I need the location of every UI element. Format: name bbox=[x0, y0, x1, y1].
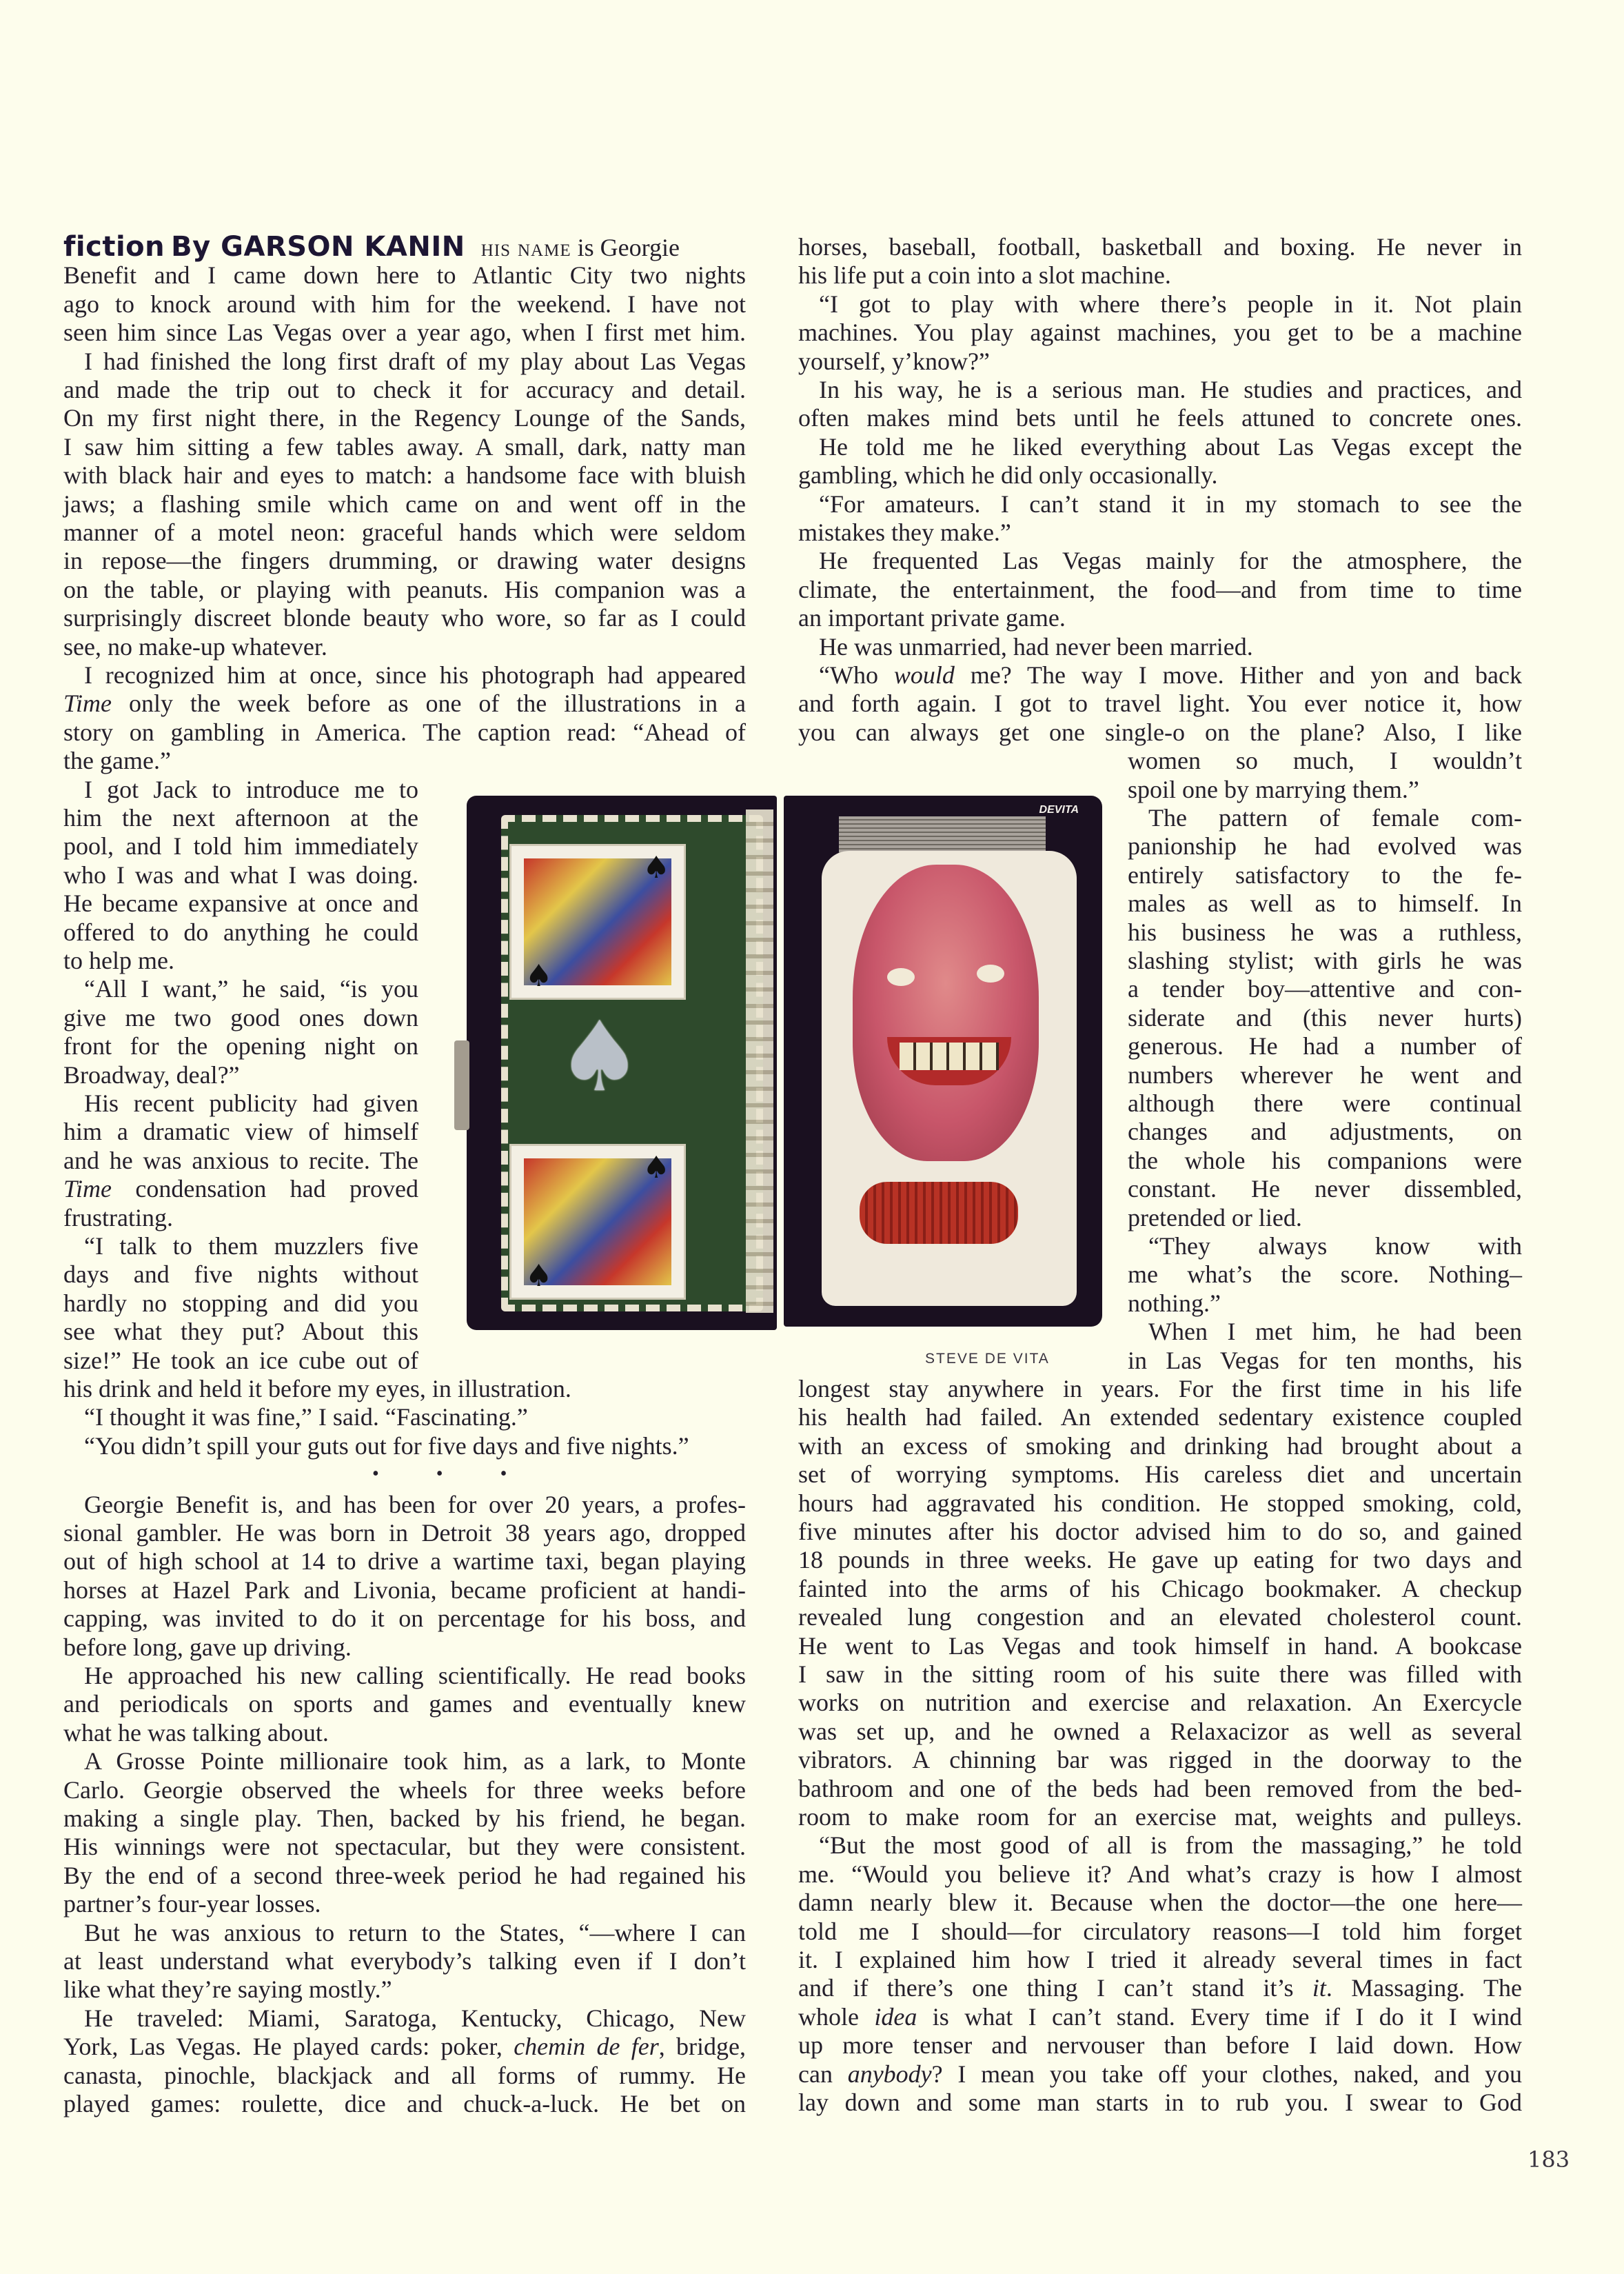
text-line: In his way, he is a serious man. He studies and practices, and bbox=[819, 376, 1522, 403]
text-line: and he was anxious to recite. The bbox=[63, 1146, 418, 1174]
text-line: climate, the entertainment, the food—and from time to time bbox=[798, 575, 1522, 603]
poker-chips bbox=[860, 1182, 1018, 1244]
text-line: pool, and I told him immediately bbox=[63, 832, 418, 861]
text-line: I got Jack to introduce me to bbox=[84, 775, 418, 803]
text-line: his life put a coin into a slot machine. bbox=[798, 261, 1171, 290]
text-line: siderate and (this never hurts) bbox=[1128, 1003, 1522, 1032]
text-line: and made the trip out to check it for accuracy and detail. bbox=[63, 376, 746, 403]
text-line: sional gambler. He was born in Detroit 38 years ago, dropped bbox=[63, 1519, 746, 1547]
spade-icon: ♠ bbox=[642, 1150, 670, 1185]
text-line: his drink and held it before my eyes, in illustration. bbox=[63, 1375, 571, 1402]
text-line: lay down and some man starts in to rub you. I swear to God bbox=[798, 2089, 1522, 2116]
text-line: making a single play. Then, backed by his friend, he began. bbox=[63, 1804, 746, 1832]
text-line: me. “Would you believe it? And what’s crazy is how I almost bbox=[798, 1860, 1522, 1888]
text-line: His recent publicity had given bbox=[84, 1089, 418, 1117]
text-line: I recognized him at once, since his photograph had appeared bbox=[84, 661, 746, 689]
text-line: panionship he had evolved was bbox=[1128, 832, 1522, 861]
text-line: revealed lung congestion and an elevated cholesterol count. bbox=[798, 1603, 1522, 1631]
text-line: pretended or lied. bbox=[1128, 1203, 1302, 1231]
text-line: He went to Las Vegas and took himself in hand. A bookcase bbox=[798, 1631, 1522, 1660]
text-line: up more tenser and nervouser than before I laid down. How bbox=[798, 2031, 1522, 2060]
text-line: with black hair and eyes to match: a handsome face with bluish bbox=[63, 461, 746, 490]
text-line: I had finished the long first draft of my play about Las Vegas bbox=[84, 347, 746, 375]
dice-teeth bbox=[900, 1043, 999, 1070]
spade-icon: ♠ bbox=[525, 958, 553, 994]
box-left-panel bbox=[467, 796, 777, 1330]
text-line: slashing stylist; with girls he was bbox=[1128, 947, 1522, 974]
article-opening-line bbox=[63, 233, 746, 262]
text-line: on the table, or playing with peanuts. His companion was a bbox=[63, 575, 746, 603]
text-line: him a dramatic view of himself bbox=[63, 1118, 418, 1146]
text-line: was set up, and he owned a Relaxacizor as well as several bbox=[798, 1717, 1522, 1745]
text-line: gambling, which he did only occasionally. bbox=[798, 461, 1218, 490]
text-line: size!” He took an ice cube out of bbox=[63, 1346, 418, 1374]
text-line: give me two good ones down bbox=[63, 1003, 418, 1032]
text-line: often makes mind bets until he feels attuned to concrete ones. bbox=[798, 404, 1522, 432]
italic-text: it bbox=[1312, 1974, 1326, 2002]
photo-credit: STEVE DE VITA bbox=[925, 1351, 1050, 1367]
text-line: nothing.” bbox=[1128, 1289, 1221, 1317]
text-line: damn nearly blew it. Because when the doctor—the one here— bbox=[798, 1889, 1522, 1917]
text-line: offered to do anything he could bbox=[63, 918, 418, 946]
text-line: “All I want,” he said, “is you bbox=[84, 975, 418, 1003]
text-line: jaws; a flashing smile which came on and went off in the bbox=[63, 490, 746, 518]
text-line: canasta, pinochle, blackjack and all forms of rummy. He bbox=[63, 2061, 746, 2089]
text-line: hardly no stopping and did you bbox=[63, 1289, 418, 1317]
text-line: I saw in the sitting room of his suite there was filled with bbox=[798, 1660, 1522, 1688]
text-line: story on gambling in America. The caption read: “Ahead of bbox=[63, 718, 746, 746]
text-line: 18 pounds in three weeks. He gave up eating for two days and bbox=[798, 1546, 1522, 1574]
byline: By GARSON KANIN bbox=[171, 231, 465, 263]
text-line: “I thought it was fine,” I said. “Fascinating.” bbox=[84, 1403, 528, 1431]
mouth bbox=[887, 1037, 1011, 1085]
text-line: hours had aggravated his condition. He stopped smoking, cold, bbox=[798, 1489, 1522, 1517]
text-line: room to make room for an exercise mat, weights and pulleys. bbox=[798, 1803, 1522, 1831]
text-line: manner of a motel neon: graceful hands which were seldom bbox=[63, 519, 746, 546]
text-line: The pattern of female com- bbox=[1148, 804, 1522, 832]
text-line: out of high school at 14 to drive a wartime taxi, began playing bbox=[63, 1547, 746, 1576]
text-line: entirely satisfactory to the fe- bbox=[1128, 861, 1522, 889]
text-line: “I talk to them muzzlers five bbox=[84, 1232, 418, 1260]
text-span: can bbox=[798, 2060, 848, 2088]
text-line bbox=[63, 690, 746, 718]
text-line: machines. You play against machines, you get to be a machine bbox=[798, 319, 1522, 347]
text-line: like what they’re saying mostly.” bbox=[63, 1975, 392, 2004]
grinning-face-sculpture bbox=[853, 865, 1039, 1161]
italic-text: anybody bbox=[847, 2060, 932, 2088]
text-line: “I got to play with where there’s people in it. Not plain bbox=[819, 290, 1522, 318]
text-line: women so much, I wouldn’t bbox=[1128, 747, 1522, 775]
illustration-box-art bbox=[467, 796, 1111, 1330]
text-line bbox=[63, 1175, 418, 1203]
spade-icon: ♠ bbox=[642, 850, 670, 885]
text-line: spoil one by marrying them.” bbox=[1128, 775, 1419, 803]
text-line: horses at Hazel Park and Livonia, became proficient at handi- bbox=[63, 1576, 746, 1604]
text-line: frustrating. bbox=[63, 1203, 173, 1231]
text-span: me? The way I move. Hither and yon and back bbox=[954, 661, 1522, 689]
text-line: and forth again. I got to travel light. You ever notice it, how bbox=[798, 690, 1522, 718]
text-line: “They always know with bbox=[1148, 1232, 1522, 1260]
eye-icon bbox=[887, 968, 915, 986]
text-line: longest stay anywhere in years. For the first time in his life bbox=[798, 1375, 1522, 1402]
spade-icon: ♠ bbox=[525, 1258, 553, 1294]
text-line: works on nutrition and exercise and relaxation. An Exercycle bbox=[798, 1689, 1522, 1717]
text-line: his business he was a ruthless, bbox=[1128, 918, 1522, 946]
eye-icon bbox=[977, 965, 1004, 983]
text-line: a tender boy—attentive and con- bbox=[1128, 975, 1522, 1003]
artist-signature: DEVITA bbox=[1039, 804, 1079, 816]
text-line: He was unmarried, had never been married. bbox=[819, 632, 1253, 661]
text-line: see what they put? About this bbox=[63, 1318, 418, 1346]
latch-icon bbox=[454, 1040, 469, 1130]
text-line: Broadway, deal?” bbox=[63, 1060, 240, 1089]
text-line: who I was and what I was doing. bbox=[63, 861, 418, 889]
page-number: 183 bbox=[1527, 2146, 1570, 2173]
text-line: you can always get one single-o on the plane? Also, I like bbox=[798, 718, 1522, 746]
italic-text: would bbox=[893, 661, 955, 689]
text-line: constant. He never dissembled, bbox=[1128, 1175, 1522, 1203]
text-line: He frequented Las Vegas mainly for the atmosphere, the bbox=[819, 547, 1522, 575]
text-span: York, Las Vegas. He played cards: poker, bbox=[63, 2033, 514, 2061]
text-span: ? I mean you take off your clothes, naked, and you bbox=[931, 2060, 1522, 2088]
text-line: see, no make-up whatever. bbox=[63, 632, 327, 661]
section-break: • • • bbox=[372, 1463, 534, 1485]
text-line: When I met him, he had been bbox=[1148, 1318, 1522, 1346]
text-span: only the week before as one of the illustrations in a bbox=[128, 690, 746, 718]
text-line: Carlo. Georgie observed the wheels for three weeks before bbox=[63, 1775, 746, 1804]
text-line bbox=[63, 2033, 746, 2061]
text-line: surprisingly discreet blonde beauty who wore, so far as I could bbox=[63, 604, 746, 632]
italic-text: Time bbox=[63, 690, 112, 718]
italic-text: Time bbox=[63, 1175, 112, 1203]
text-line: an important private game. bbox=[798, 604, 1066, 632]
text-line: changes and adjustments, on bbox=[1128, 1118, 1522, 1146]
text-line: although there were continual bbox=[1128, 1089, 1522, 1117]
text-span: condensation had proved bbox=[112, 1175, 418, 1203]
text-line: He told me he liked everything about Las Vegas except the bbox=[819, 432, 1522, 461]
text-line: the game.” bbox=[63, 747, 171, 775]
text-line: “You didn’t spill your guts out for five days and five nights.” bbox=[84, 1431, 689, 1460]
text-line: told me I should—for circulatory reasons—I told him forget bbox=[798, 1917, 1522, 1945]
text-line: By the end of a second three-week period he had regained his bbox=[63, 1861, 746, 1889]
text-line: me what’s the score. Nothing– bbox=[1128, 1260, 1522, 1289]
italic-text: idea bbox=[874, 2002, 917, 2031]
text-span: is what I can’t stand. Every time if I do it I wind bbox=[917, 2002, 1522, 2031]
lace-trim bbox=[746, 809, 773, 1313]
text-line: five minutes after his doctor advised him to do so, and gained bbox=[798, 1518, 1522, 1545]
text-line: in Las Vegas for ten months, his bbox=[1128, 1346, 1522, 1374]
text-line: his health had failed. An extended sedentary existence coupled bbox=[798, 1403, 1522, 1431]
text-line: He became expansive at once and bbox=[63, 889, 418, 918]
text-line: Benefit and I came down here to Atlantic City two nights bbox=[63, 261, 746, 290]
text-line: I saw him sitting a few tables away. A small, dark, natty man bbox=[63, 432, 746, 461]
ornate-spade-icon: ♠ bbox=[556, 1001, 643, 1114]
box-right-panel bbox=[784, 796, 1102, 1327]
text-line: ago to knock around with him for the weekend. I have not bbox=[63, 290, 746, 318]
text-line: A Grosse Pointe millionaire took him, as a lark, to Monte bbox=[84, 1747, 746, 1775]
text-line: at least understand what everybody’s talking even if I don’t bbox=[63, 1947, 746, 1975]
section-kicker: fiction bbox=[63, 231, 165, 263]
text-line: it. I explained him how I tried it already several times in fact bbox=[798, 1946, 1522, 1973]
text-line: front for the opening night on bbox=[63, 1032, 418, 1060]
text-span: whole bbox=[798, 2002, 875, 2031]
text-line: Georgie Benefit is, and has been for over 20 years, a profes- bbox=[84, 1490, 746, 1518]
italic-text: chemin de fer bbox=[514, 2033, 659, 2061]
text-line: numbers wherever he went and bbox=[1128, 1060, 1522, 1089]
text-line bbox=[798, 2003, 1522, 2031]
text-line: generous. He had a number of bbox=[1128, 1032, 1522, 1060]
text-line: “For amateurs. I can’t stand it in my stomach to see the bbox=[819, 490, 1522, 518]
text-line: But he was anxious to return to the States, “—where I can bbox=[84, 1918, 746, 1946]
text-line: “But the most good of all is from the massaging,” he told bbox=[819, 1831, 1522, 1860]
text-span: “Who bbox=[819, 661, 894, 689]
text-line bbox=[798, 661, 1522, 690]
text-line: capping, was invited to do it on percentage for his boss, and bbox=[63, 1604, 746, 1633]
text-span: . Massaging. The bbox=[1326, 1974, 1522, 2002]
lede-smallcaps: his name bbox=[480, 234, 571, 261]
text-line: He approached his new calling scientifically. He read books bbox=[84, 1662, 746, 1689]
text-line bbox=[798, 1974, 1522, 2002]
text-span: , bridge, bbox=[658, 2033, 747, 2061]
text-line: to help me. bbox=[63, 947, 174, 974]
text-line: seen him since Las Vegas over a year ago, when I first met him. bbox=[63, 319, 746, 347]
queen-of-spades-card bbox=[509, 1144, 686, 1300]
text-line: set of worrying symptoms. His careless diet and uncertain bbox=[798, 1460, 1522, 1489]
text-line: vibrators. A chinning bar was rigged in the doorway to the bbox=[798, 1746, 1522, 1774]
text-line: fainted into the arms of his Chicago bookmaker. A checkup bbox=[798, 1574, 1522, 1602]
text-line: partner’s four-year losses. bbox=[63, 1890, 321, 1918]
text-line: On my first night there, in the Regency Lounge of the Sands, bbox=[63, 404, 746, 432]
text-line: the whole his companions were bbox=[1128, 1146, 1522, 1174]
text-span: and if there’s one thing I can’t stand it’s bbox=[798, 1974, 1312, 2002]
text-line: before long, gave up driving. bbox=[63, 1633, 352, 1661]
text-line: bathroom and one of the beds had been removed from the bed- bbox=[798, 1774, 1522, 1802]
text-line: with an excess of smoking and drinking had brought about a bbox=[798, 1431, 1522, 1460]
text-line: played games: roulette, dice and chuck-a-luck. He bet on bbox=[63, 2090, 746, 2117]
king-of-spades-card bbox=[509, 844, 686, 1000]
text-line: days and five nights without bbox=[63, 1260, 418, 1289]
lede-text: is Georgie bbox=[571, 234, 680, 261]
text-line: horses, baseball, football, basketball and boxing. He never in bbox=[798, 233, 1522, 261]
text-line: him the next afternoon at the bbox=[63, 804, 418, 832]
text-line: He traveled: Miami, Saratoga, Kentucky, Chicago, New bbox=[84, 2004, 746, 2032]
text-line bbox=[798, 2060, 1522, 2089]
text-line: and periodicals on sports and games and eventually knew bbox=[63, 1690, 746, 1718]
text-line: His winnings were not spectacular, but they were consistent. bbox=[63, 1833, 746, 1861]
text-line: what he was talking about. bbox=[63, 1718, 329, 1747]
text-line: males as well as to himself. In bbox=[1128, 889, 1522, 918]
text-line: mistakes they make.” bbox=[798, 519, 1011, 546]
text-line: in repose—the fingers drumming, or drawing water designs bbox=[63, 547, 746, 575]
text-line: yourself, y’know?” bbox=[798, 347, 990, 375]
